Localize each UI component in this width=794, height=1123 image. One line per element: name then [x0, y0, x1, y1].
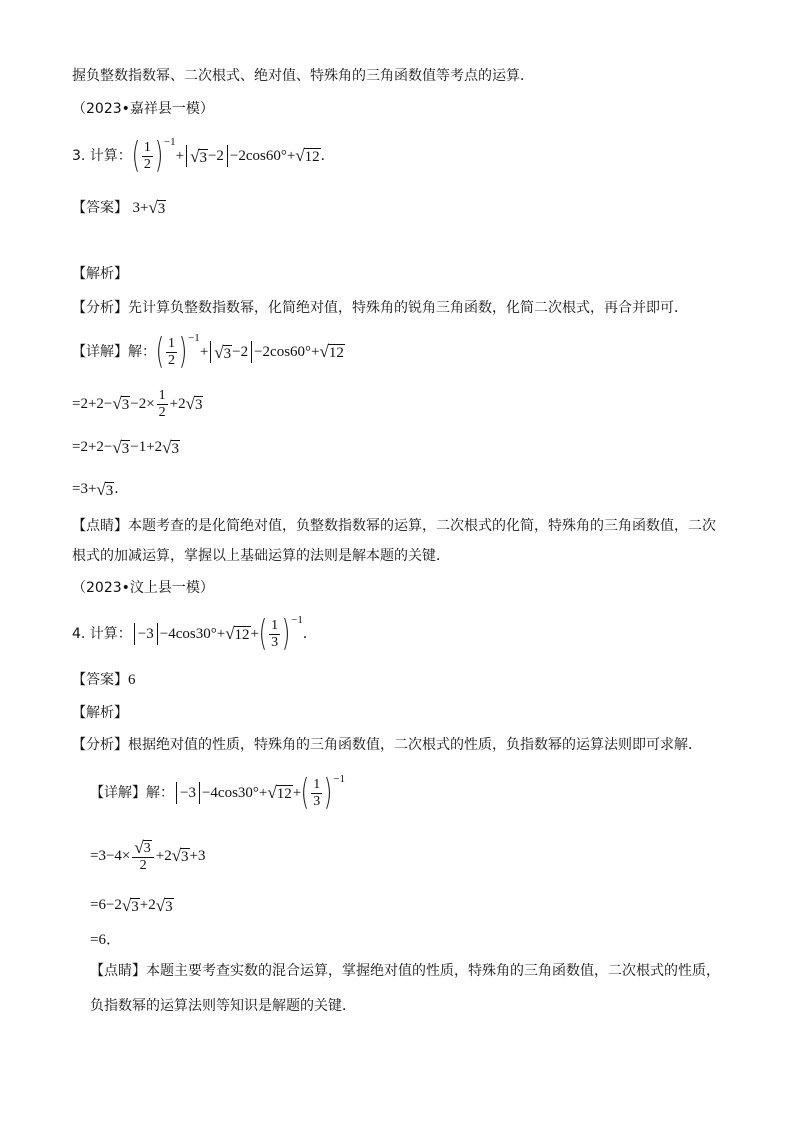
radical-sign: √ [148, 198, 158, 217]
radicand: 3 [143, 840, 151, 856]
period: ． [302, 626, 317, 642]
exponent: −1 [333, 773, 346, 785]
detail-prefix: 解： [128, 344, 156, 360]
radicand: 3 [181, 849, 189, 865]
radicand: 12 [328, 345, 344, 361]
step-pre: =2+2− [72, 396, 113, 412]
q4-prefix: 4. 计算： [72, 626, 132, 642]
q3-analysis-label: 【解析】 [72, 266, 128, 282]
step-pre: =2+2− [72, 439, 113, 455]
step-mid: −2× [130, 396, 155, 412]
q3-fraction [142, 140, 153, 173]
radicand: 3 [105, 482, 114, 499]
radical-sign: √ [185, 394, 195, 413]
sqrt [148, 199, 166, 217]
radical-sign: √ [112, 437, 122, 457]
answer-pre: 3+ [132, 200, 149, 216]
right-paren-glyph: ) [154, 135, 164, 176]
q4-analysis-label: 【解析】 [72, 705, 128, 721]
step-tail: +3 [189, 848, 206, 864]
radical-sign: √ [134, 837, 144, 857]
sqrt [320, 343, 345, 361]
abs [210, 341, 252, 363]
radical-sign: √ [171, 846, 182, 865]
radical-sign: √ [96, 479, 106, 499]
q3-answer [72, 198, 166, 218]
q3-dianjing-1 [72, 516, 716, 536]
answer-value: 6 [128, 672, 136, 688]
q3-step3 [72, 479, 128, 499]
fenxi-label: 【分析】 [72, 737, 128, 753]
q3-exponent: −1 [163, 136, 176, 148]
q4-dianjing-2: 负指数幂的运算法则等知识是解题的关键． [90, 998, 356, 1014]
radical-sign: √ [295, 146, 305, 165]
step-pre: =3−4× [90, 848, 131, 864]
step-pre: =6−2 [90, 897, 122, 913]
dianjing-text: 本题主要考查实数的混合运算，掌握绝对值的性质，特殊角的三角函数值，二次根式的性质， [146, 963, 720, 979]
mid-expr: −4cos30°+ [201, 785, 268, 801]
q3-fenxi [72, 298, 688, 318]
sqrt [295, 147, 320, 165]
radical-sign: √ [162, 437, 172, 457]
q3-source: （2023•嘉祥县一模） [72, 101, 214, 117]
answer-label: 【答案】 [72, 672, 128, 688]
q3-mid-expr: −2cos60°+ [229, 148, 296, 164]
q3-step2 [72, 437, 180, 457]
dianjing-text: 本题考查的是化简绝对值，负整数指数幂的运算，二次根式的化简，特殊角的三角函数值，二次 [128, 518, 716, 534]
abs-tail: −2 [232, 344, 249, 360]
exponent: −1 [291, 614, 303, 626]
left-paren-glyph: ( [301, 772, 310, 813]
fraction [269, 618, 280, 651]
frac-num: 1 [313, 776, 321, 792]
radicand: 12 [276, 786, 292, 802]
intro-line: 握负整数指数幂、二次根式、绝对值、特殊角的三角函数值等考点的运算． [72, 68, 534, 84]
frac-den: 3 [271, 634, 279, 650]
radical-sign: √ [225, 624, 235, 643]
radicand: 3 [223, 345, 232, 362]
fenxi-text: 根据绝对值的性质，特殊角的三角函数值，二次根式的性质，负指数幂的运算法则即可求解． [128, 737, 702, 753]
q4-source: （2023•汶上县一模） [72, 580, 214, 596]
radical-sign: √ [214, 342, 224, 362]
fenxi-text: 先计算负整数指数幂，化简绝对值，特殊角的锐角三角函数，化简二次根式，再合并即可． [128, 300, 688, 316]
frac-den: 2 [139, 857, 147, 873]
frac-num: 1 [271, 617, 279, 633]
plus-sign: + [250, 626, 260, 642]
q4-step2 [90, 895, 174, 915]
sqrt [112, 439, 130, 457]
frac-den: 2 [158, 404, 166, 420]
plus-sign: + [175, 148, 185, 164]
radicand: 3 [165, 898, 173, 915]
detail-label: 【详解】 [72, 344, 128, 360]
radicand: 3 [121, 397, 130, 413]
q3-prefix: 3. 计算： [72, 148, 132, 164]
sqrt [156, 897, 174, 915]
step-tail: +2 [169, 396, 186, 412]
radicand: 3 [194, 397, 203, 413]
radicand: 3 [171, 440, 179, 457]
q4-dianjing-1 [90, 961, 720, 981]
sqrt [225, 625, 250, 643]
q3-dianjing-2: 根式的加减运算，掌握以上基础运算的法则是解本题的关键． [72, 548, 450, 564]
q3-detail [72, 332, 345, 372]
detail-prefix: 解： [146, 785, 174, 801]
fraction [157, 388, 168, 421]
frac-num: 1 [168, 335, 176, 351]
dianjing-label: 【点睛】 [90, 963, 146, 979]
left-paren-glyph: ( [258, 613, 268, 654]
right-paren-glyph: ) [281, 613, 291, 654]
mid-expr: −2cos60°+ [254, 344, 320, 360]
mid-expr: −4cos30°+ [159, 626, 226, 642]
q4-step3: =6． [90, 932, 121, 948]
exponent: −1 [188, 332, 200, 344]
q3-step1 [72, 386, 203, 422]
radical-sign: √ [121, 895, 132, 915]
plus-sign: + [199, 344, 209, 360]
q4-detail [90, 770, 345, 816]
radical-sign: √ [155, 895, 166, 915]
radicand: 3 [121, 440, 130, 457]
left-paren-glyph: ( [131, 135, 141, 176]
fraction [166, 336, 177, 369]
q3-abs [186, 145, 228, 167]
q4-fenxi [72, 735, 702, 755]
fraction [132, 839, 153, 874]
frac-num: 1 [143, 139, 151, 155]
frac-den: 3 [313, 793, 321, 809]
radical-sign: √ [190, 146, 200, 166]
sqrt [122, 897, 140, 915]
radicand: 3 [131, 898, 139, 915]
frac-num: 1 [158, 387, 166, 403]
sqrt [172, 847, 190, 865]
sqrt [214, 344, 232, 362]
radicand: 12 [304, 149, 320, 165]
q4-answer [72, 670, 136, 690]
answer-label: 【答案】 [72, 200, 128, 216]
fraction [311, 777, 322, 810]
abs-tail: −2 [207, 148, 224, 164]
radical-sign: √ [112, 394, 122, 413]
step-mid: +2 [139, 897, 156, 913]
radicand: 3 [199, 149, 207, 166]
abs: −3 [176, 782, 200, 804]
radical-sign: √ [267, 783, 277, 802]
plus-sign: + [292, 785, 302, 801]
sqrt [267, 784, 292, 802]
sqrt [134, 839, 151, 857]
period: ． [114, 481, 129, 497]
detail-label: 【详解】 [90, 785, 146, 801]
radicand: 12 [234, 627, 250, 643]
period: ． [320, 148, 335, 164]
sqrt [162, 439, 180, 457]
sqrt [96, 481, 114, 499]
frac-num [132, 839, 153, 858]
fenxi-label: 【分析】 [72, 300, 128, 316]
radical-sign: √ [319, 342, 329, 361]
sqrt [186, 395, 204, 413]
q4-problem [72, 614, 317, 654]
abs: −3 [134, 623, 158, 645]
dianjing-label: 【点睛】 [72, 518, 128, 534]
step-pre: =3+ [72, 481, 97, 497]
step-mid: −1+2 [130, 439, 163, 455]
radicand: 3 [157, 201, 166, 217]
q3-problem [72, 136, 335, 176]
frac-den: 2 [143, 156, 151, 172]
step-mid: +2 [155, 848, 172, 864]
q4-step1 [90, 836, 206, 876]
right-paren-glyph: ) [324, 772, 333, 813]
sqrt [112, 395, 130, 413]
right-paren-glyph: ) [178, 331, 188, 372]
left-paren-glyph: ( [155, 331, 165, 372]
sqrt [190, 148, 208, 166]
frac-den: 2 [168, 352, 176, 368]
